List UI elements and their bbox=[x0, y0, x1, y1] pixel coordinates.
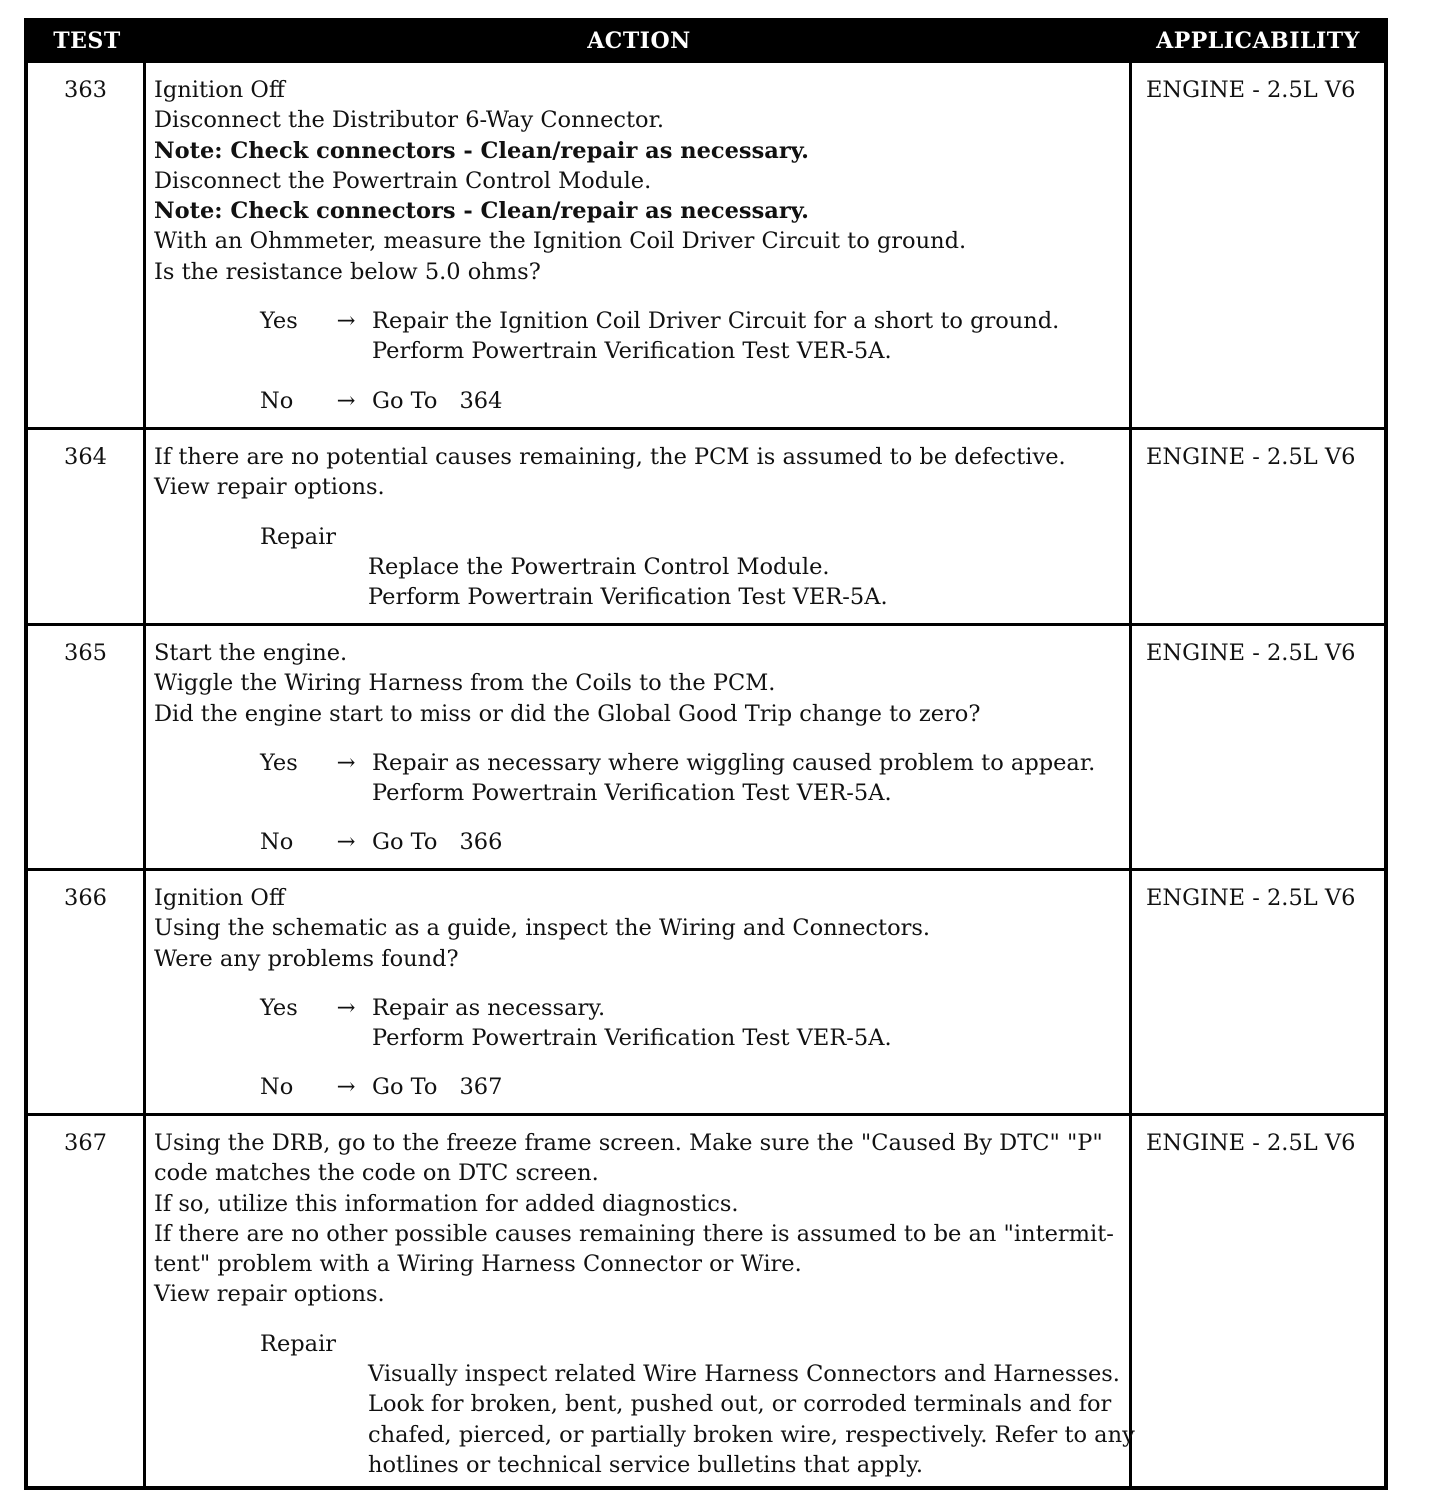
action-cell bbox=[146, 1116, 1135, 1486]
repair-line: Visually inspect related Wire Harness Connectors and Harnesses. bbox=[368, 1361, 1120, 1388]
test-number: 367 bbox=[28, 1116, 146, 1486]
action-line: Using the schematic as a guide, inspect the Wiring and Connectors. bbox=[154, 915, 931, 942]
test-number: 366 bbox=[28, 871, 146, 1113]
yes-answer bbox=[154, 306, 1121, 336]
action-line: Disconnect the Distributor 6-Way Connector. bbox=[154, 107, 665, 134]
action-line: View repair options. bbox=[154, 474, 385, 501]
no-answer bbox=[154, 386, 1121, 416]
action-line: If so, utilize this information for added diagnostics. bbox=[154, 1190, 739, 1217]
action-line: code matches the code on DTC screen. bbox=[154, 1160, 599, 1187]
yes-action-cont: Perform Powertrain Verification Test VER-5A. bbox=[372, 338, 892, 365]
yes-answer bbox=[154, 993, 1121, 1023]
action-question: Is the resistance below 5.0 ohms? bbox=[154, 258, 541, 285]
no-label: No bbox=[260, 387, 294, 414]
action-question: Were any problems found? bbox=[154, 945, 459, 972]
no-label: No bbox=[260, 829, 294, 856]
header-test: TEST bbox=[53, 27, 121, 54]
repair-line: chafed, pierced, or partially broken wire, respectively. Refer to any bbox=[368, 1421, 1135, 1448]
action-line: If there are no potential causes remaining, the PCM is assumed to be defective. bbox=[154, 444, 1066, 470]
action-line: Disconnect the Powertrain Control Module. bbox=[154, 167, 652, 194]
action-line: Using the DRB, go to the freeze frame screen. Make sure the "Caused By DTC" "P" bbox=[154, 1130, 1103, 1156]
action-line: Start the engine. bbox=[154, 640, 348, 666]
table-row bbox=[28, 868, 1384, 1113]
goto-target: 366 bbox=[459, 829, 503, 856]
goto-target: 364 bbox=[459, 387, 503, 414]
action-cell bbox=[146, 871, 1132, 1113]
right-arrow-icon: → bbox=[336, 1074, 356, 1101]
goto-label: Go To bbox=[372, 387, 438, 414]
yes-answer bbox=[154, 748, 1121, 778]
table-row bbox=[28, 1113, 1384, 1486]
repair-line: Replace the Powertrain Control Module. bbox=[368, 553, 830, 580]
repair-line: Look for broken, bent, pushed out, or corroded terminals and for bbox=[368, 1391, 1112, 1418]
right-arrow-icon: → bbox=[336, 308, 356, 335]
action-note: Note: Check connectors - Clean/repair as necessary. bbox=[154, 198, 809, 225]
yes-action: Repair as necessary. bbox=[372, 994, 606, 1021]
no-answer bbox=[154, 1072, 1121, 1102]
repair-label: Repair bbox=[260, 523, 337, 550]
right-arrow-icon: → bbox=[336, 387, 356, 414]
goto-label: Go To bbox=[372, 1074, 438, 1101]
repair-line: hotlines or technical service bulletins that apply. bbox=[368, 1451, 923, 1478]
yes-label: Yes bbox=[260, 749, 298, 776]
no-label: No bbox=[260, 1074, 294, 1101]
right-arrow-icon: → bbox=[336, 749, 356, 776]
action-line: Wiggle the Wiring Harness from the Coils to the PCM. bbox=[154, 670, 776, 697]
action-line: With an Ohmmeter, measure the Ignition Coil Driver Circuit to ground. bbox=[154, 228, 967, 255]
header-action: ACTION bbox=[587, 27, 691, 54]
action-cell bbox=[146, 430, 1132, 623]
action-line: If there are no other possible causes remaining there is assumed to be an "intermit- bbox=[154, 1220, 1114, 1247]
table-row bbox=[28, 427, 1384, 623]
goto-label: Go To bbox=[372, 829, 438, 856]
action-question: Did the engine start to miss or did the Global Good Trip change to zero? bbox=[154, 700, 981, 727]
action-cell bbox=[146, 626, 1132, 868]
action-line: Ignition Off bbox=[154, 885, 285, 911]
applicability: ENGINE - 2.5L V6 bbox=[1146, 444, 1356, 470]
right-arrow-icon: → bbox=[336, 829, 356, 856]
no-answer bbox=[154, 827, 1121, 857]
applicability: ENGINE - 2.5L V6 bbox=[1146, 77, 1356, 103]
repair-line: Perform Powertrain Verification Test VER-5A. bbox=[368, 584, 888, 611]
test-number: 363 bbox=[28, 63, 146, 427]
table-row bbox=[28, 623, 1384, 868]
yes-label: Yes bbox=[260, 994, 298, 1021]
yes-action: Repair the Ignition Coil Driver Circuit for a short to ground. bbox=[372, 308, 1060, 335]
action-line: tent" problem with a Wiring Harness Connector or Wire. bbox=[154, 1251, 802, 1278]
right-arrow-icon: → bbox=[336, 994, 356, 1021]
table-header bbox=[28, 22, 1384, 60]
action-note: Note: Check connectors - Clean/repair as necessary. bbox=[154, 137, 809, 164]
yes-action-cont: Perform Powertrain Verification Test VER-5A. bbox=[372, 780, 892, 807]
action-cell bbox=[146, 63, 1132, 427]
test-number: 365 bbox=[28, 626, 146, 868]
action-line: View repair options. bbox=[154, 1281, 385, 1308]
diagnostic-table bbox=[24, 18, 1388, 1490]
action-line: Ignition Off bbox=[154, 77, 285, 103]
applicability: ENGINE - 2.5L V6 bbox=[1146, 640, 1356, 666]
test-number: 364 bbox=[28, 430, 146, 623]
goto-target: 367 bbox=[459, 1074, 503, 1101]
applicability: ENGINE - 2.5L V6 bbox=[1146, 1130, 1356, 1156]
header-applicability: APPLICABILITY bbox=[1156, 27, 1360, 54]
yes-label: Yes bbox=[260, 308, 298, 335]
repair-label: Repair bbox=[260, 1330, 337, 1357]
yes-action-cont: Perform Powertrain Verification Test VER-5A. bbox=[372, 1025, 892, 1052]
applicability: ENGINE - 2.5L V6 bbox=[1146, 885, 1356, 911]
table-row bbox=[28, 60, 1384, 427]
yes-action: Repair as necessary where wiggling caused problem to appear. bbox=[372, 749, 1096, 776]
